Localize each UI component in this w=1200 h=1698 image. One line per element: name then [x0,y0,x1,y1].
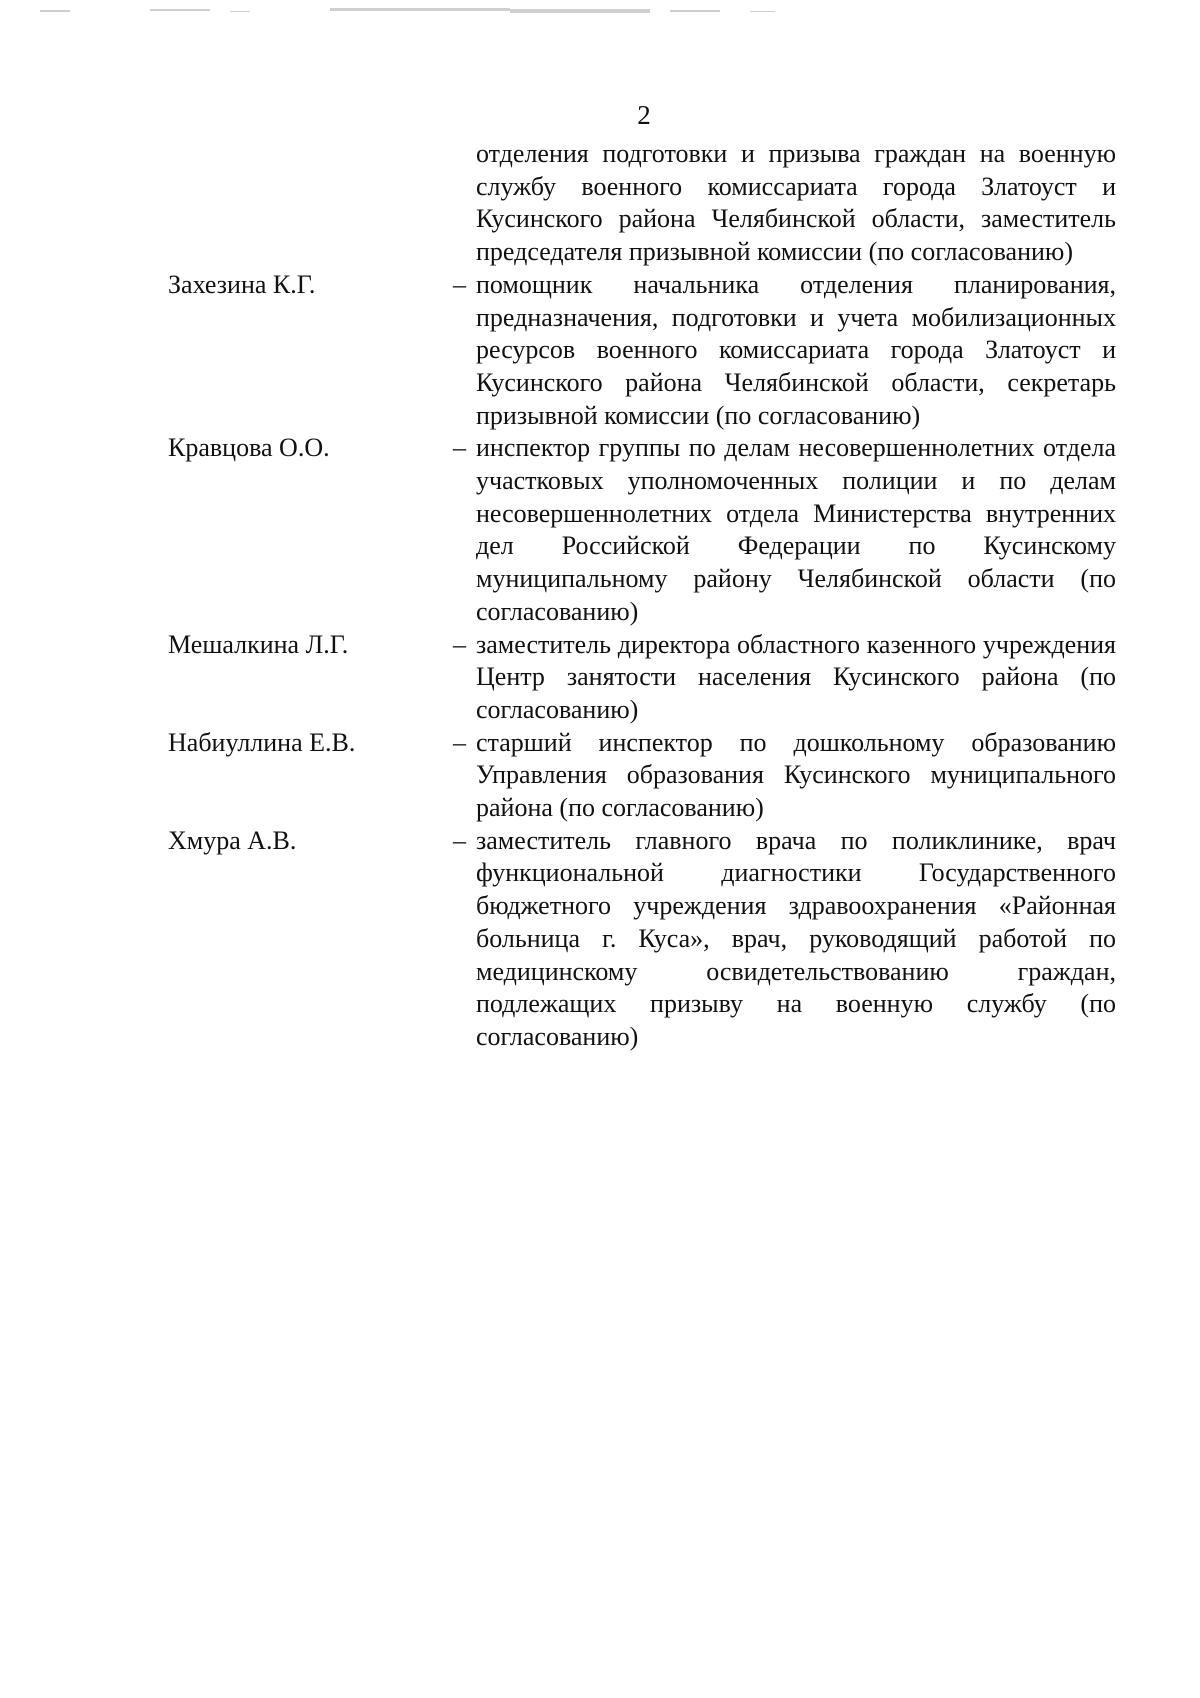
continuation-description: отделения подготовки и призыва граждан на военную службу военного комиссариата города Златоуст и Кусинского района Челябинской области, заместитель председателя призывной комиссии (по согласованию) [476,139,1116,267]
member-entry [168,432,1118,628]
member-name: Захезина К.Г. [168,269,316,299]
member-description: инспектор группы по делам несовершеннолетних отдела участковых уполномоченных полиции и по делам несовершеннолетних отдела Министерства внутренних дел Российской Федерации по Кусинскому муниципальному району Челябинской области (по согласованию) [476,433,1116,626]
page-number: 2 [637,100,651,130]
scan-artifact [30,4,830,18]
dash-separator: – [453,727,466,757]
dash-separator: – [453,629,466,659]
member-entry [168,629,1118,727]
dash-separator: – [453,269,466,299]
commission-members-list [168,138,1118,1054]
member-name: Хмура А.В. [168,825,297,855]
continuation-entry [168,138,1118,269]
member-description: старший инспектор по дошкольному образованию Управления образования Кусинского муниципального района (по согласованию) [476,727,1116,823]
dash-separator: – [453,433,466,463]
member-entry [168,825,1118,1054]
member-description: помощник начальника отделения планирования, предназначения, подготовки и учета мобилизационных ресурсов военного комиссариата города Златоуст и Кусинского района Челябинской области, секретарь призывной комиссии (по согласованию) [476,269,1116,430]
member-description: заместитель директора областного казенного учреждения Центр занятости населения Кусинского района (по согласованию) [476,629,1116,724]
member-name: Набиуллина Е.В. [168,727,356,757]
dash-separator: – [453,825,466,855]
member-name: Кравцова О.О. [168,433,330,463]
member-entry [168,727,1118,825]
member-name: Мешалкина Л.Г. [168,629,349,659]
member-description: заместитель главного врача по поликлинике, врач функциональной диагностики Государственного бюджетного учреждения здравоохранения «Районная больница г. Куса», врач, руководящий работой по медицинскому освидетельствованию граждан, подлежащих призыву на военную службу (по согласованию) [476,825,1116,1051]
member-entry [168,269,1118,433]
